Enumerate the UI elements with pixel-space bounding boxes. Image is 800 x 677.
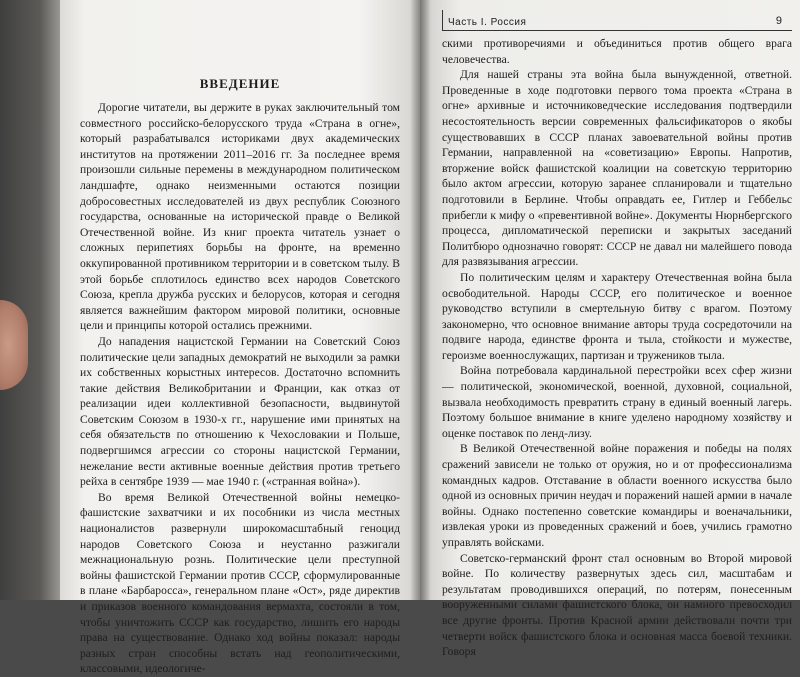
right-page (420, 0, 800, 659)
finger (0, 300, 28, 390)
paragraph: До нападения нацистской Германии на Советский Союз политические цели западных демократий не выходили за рамки их собственных корыстных интересов. Достаточно вспомнить такие действия Великобритании и Франции, как отказ от реализации идеи коллективной безопасности, выдвинутой Советским Союзом в 1930-х гг., нарушение ими принятых на себя обязательств по отношению к Чехословакии и Польше, подвергшимся агрессии со стороны нацистской Германии, нежелание вести активные военные действия против третьего рейха в сентябре 1939 — мае 1940 г. («странная война»). (80, 334, 400, 489)
chapter-heading: ВВЕДЕНИЕ (199, 76, 281, 91)
paragraph: Советско-германский фронт стал основным во Второй мировой войне. По количеству развернутых здесь сил, масштабам и результатам проводившихся операций, по потерям, понесенным вооруженными силами фашистского блока, он намного превосходил все другие фронты. Против Красной армии действовали почти три четверти войск фашистского блока и основная масса боевой техники. Говоря (442, 551, 792, 659)
paragraph: скими противоречиями и объединиться против общего врага человечества. (442, 37, 792, 66)
running-head (442, 10, 792, 31)
page-number: 9 (775, 15, 782, 27)
paragraph: Во время Великой Отечественной войны немецко-фашистские захватчики и их пособники из числа местных националистов развернули широкомасштабный геноцид народов Советского Союза и неустанно разжигали межнациональную рознь. Политические цели преступной войны фашистской Германии против СССР, сформулированные в плане «Барбаросса», генеральном плане «Ост», ряде директив и приказов военного командования вермахта, состояли в том, чтобы уничтожить СССР как государство, лишить его народы права на существование. Однако ход войны показал: народы разных стран способны встать над геополитическими, классовыми, идеологиче- (80, 490, 400, 676)
paragraph: По политическим целям и характеру Отечественная война была освободительной. Народы СССР, его политическое и военное руководство вступили в смертельную битву с врагом. Поэтому закономерно, что основное внимание авторы труда сосредоточили на подвиге народа, единстве фронта и тыла, стойкости и мужестве, героизме военнослужащих, партизан и тружеников тыла. (442, 270, 792, 362)
book-gutter (410, 0, 430, 600)
paragraph: В Великой Отечественной войне поражения и победы на полях сражений зависели не только от оружия, но и от профессионализма командных кадров. Отставание в области военного искусства было одной из основных причин неудач и поражений нашей армии в начале войны. Однако постепенно советские командиры и военачальники, извлекая уроки из проведенных сражений и боев, учились грамотно управлять войсками. (442, 442, 792, 549)
running-head-rule (442, 10, 443, 30)
paragraph: Для нашей страны эта война была вынужденной, ответной. Проведенные в ходе подготовки первого тома проекта «Страна в огне» архивные и источниковедческие исследования подтвердили несостоятельность версии современных фальсификаторов о якобы существовавших в СССР планах завоевательной войны против Германии, направленной на «советизацию» Европы. Напротив, вторжение войск фашистской коалиции на советскую территорию было актом агрессии, которую заранее спланировали и тщательно подготовили в Берлине. Чтобы оправдать ее, Гитлер и Геббельс прибегли к мифу о «превентивной войне». Документы Нюрнбергского процесса, дипломатической переписки и закрытых заседаний Политбюро однозначно говорят: СССР не давал ни малейшего повода для развязывания агрессии. (442, 68, 792, 269)
paragraph: Дорогие читатели, вы держите в руках заключительный том совместного российско-белорусского труда «Страна в огне», который разрабатывался историками двух академических институтов на протяжении 2011–2016 гг. За последнее время произошли сильные перемены в международном политическом ландшафте, однако неизменными остаются позиции добросовестных исследователей из двух республик Союзного государства, основанные на исторической правде о Великой Отечественной войне. Из книг проекта читатель узнает о сложных перипетиях борьбы на фронте, на временно оккупированной противником территории и в советском тылу. В этой борьбе сплотилось единство всех народов Советского Союза, крепла дружба русских и белорусов, которая и сегодня является важнейшим фактором мировой политики, основные цели и принципы которой остались прежними. (80, 101, 400, 333)
right-page-text (442, 36, 792, 660)
running-title: Часть I. Россия (448, 17, 527, 28)
paragraph: Война потребовала кардинальной перестройки всех сфер жизни — политической, экономической, военной, духовной, социальной, вызвала необходимость превратить страну в единый военный лагерь. Поэтому большое внимание в книге уделено народному хозяйству и оценке поставок по ленд-лизу. (442, 364, 792, 440)
left-page-text (80, 100, 400, 677)
left-page (60, 0, 420, 676)
